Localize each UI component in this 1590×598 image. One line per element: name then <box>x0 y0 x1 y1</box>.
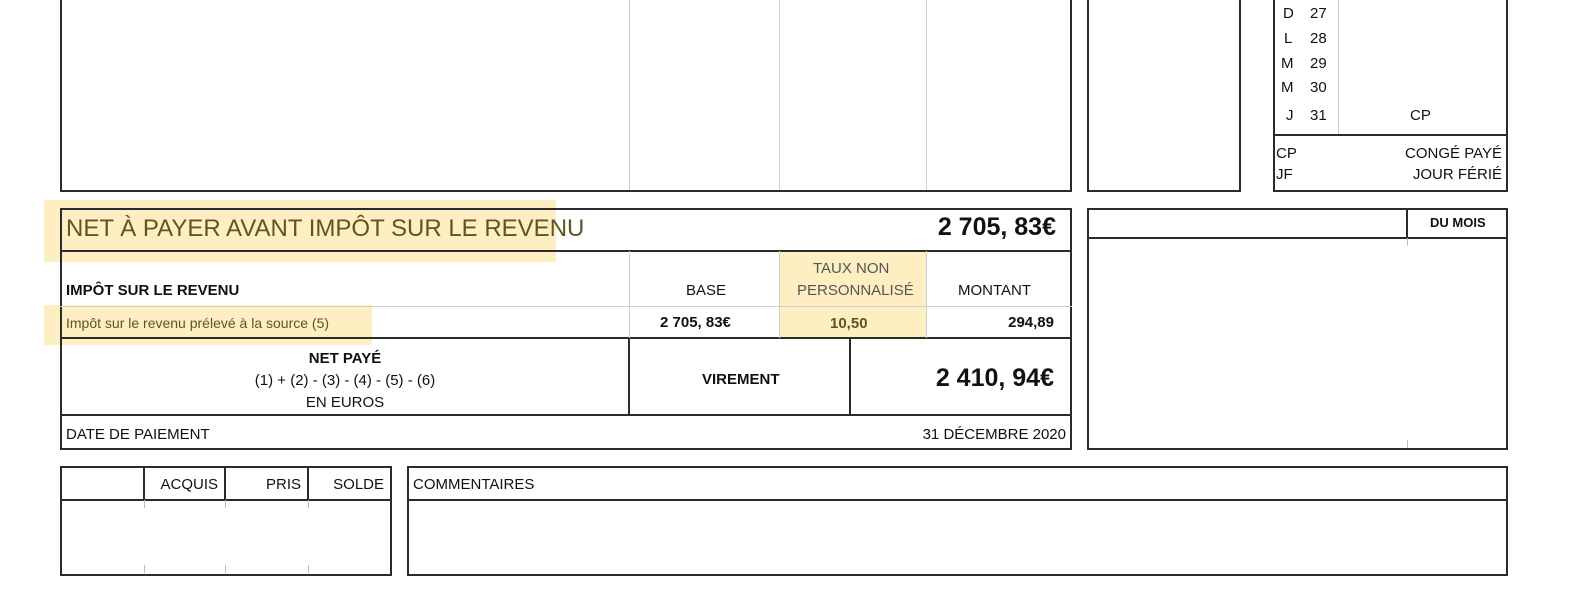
calendar-legend-separator <box>1273 134 1508 136</box>
tick-mark <box>144 565 145 573</box>
row-separator <box>60 306 1072 307</box>
day-letter: D <box>1283 5 1294 22</box>
column-divider <box>628 338 630 415</box>
day-letter: M <box>1281 55 1294 72</box>
row-separator <box>60 499 392 501</box>
net-paye-amount: 2 410, 94€ <box>935 364 1054 392</box>
row-separator <box>1087 237 1508 239</box>
legend-code: JF <box>1276 166 1293 183</box>
day-letter: M <box>1281 79 1294 96</box>
column-divider <box>779 0 780 190</box>
col-base-header: BASE <box>686 282 727 299</box>
tick-mark <box>1407 440 1408 448</box>
column-divider <box>926 0 927 190</box>
net-paye-currency: EN EUROS <box>305 394 385 411</box>
lines-side-box <box>1087 0 1241 192</box>
col-montant-header: MONTANT <box>958 282 1032 299</box>
day-code: CP <box>1410 107 1431 124</box>
net-paye-formula: (1) + (2) - (3) - (4) - (5) - (6) <box>254 372 436 389</box>
legend-code: CP <box>1276 145 1297 162</box>
day-number: 27 <box>1310 5 1327 22</box>
row-separator <box>60 337 1072 339</box>
column-divider <box>849 338 851 415</box>
impot-row-taux: 10,50 <box>830 315 868 332</box>
calendar-divider <box>1338 0 1339 135</box>
calendar-box <box>1273 0 1508 192</box>
column-divider <box>143 466 145 500</box>
payment-method: VIREMENT <box>702 371 780 388</box>
row-separator <box>60 250 1072 252</box>
tick-mark <box>225 500 226 508</box>
tick-mark <box>308 565 309 573</box>
payment-date-label: DATE DE PAIEMENT <box>66 426 210 443</box>
du-mois-header: DU MOIS <box>1430 215 1486 230</box>
tick-mark <box>1407 238 1408 246</box>
column-divider <box>629 0 630 190</box>
net-paye-title: NET PAYÉ <box>308 350 382 367</box>
column-divider <box>926 251 927 338</box>
conges-solde-header: SOLDE <box>333 476 384 493</box>
row-separator <box>60 414 1072 416</box>
column-divider <box>1406 208 1408 238</box>
col-taux-header: TAUX NON <box>813 260 890 277</box>
day-number: 30 <box>1310 79 1327 96</box>
impot-header: IMPÔT SUR LE REVENU <box>66 282 240 299</box>
impot-row-base: 2 705, 83€ <box>660 314 731 331</box>
tick-mark <box>144 500 145 508</box>
conges-pris-header: PRIS <box>265 476 301 493</box>
conges-acquis-header: ACQUIS <box>160 476 218 493</box>
day-number: 29 <box>1310 55 1327 72</box>
tick-mark <box>308 500 309 508</box>
row-separator <box>407 499 1508 501</box>
net-avant-impot-amount: 2 705, 83€ <box>937 213 1056 241</box>
day-number: 31 <box>1310 107 1327 124</box>
impot-row-label: Impôt sur le revenu prélevé à la source (5) <box>66 315 330 331</box>
commentaires-box <box>407 466 1508 576</box>
net-avant-impot-label: NET À PAYER AVANT IMPÔT SUR LE REVENU <box>66 215 585 242</box>
payment-date-value: 31 DÉCEMBRE 2020 <box>922 426 1066 443</box>
day-letter: L <box>1284 30 1293 47</box>
column-divider <box>224 466 226 500</box>
net-paye-caption <box>62 348 628 414</box>
legend-label: JOUR FÉRIÉ <box>1412 166 1502 183</box>
impot-row-montant: 294,89 <box>1008 314 1054 331</box>
column-divider <box>629 251 630 338</box>
right-summary-panel <box>1087 208 1508 450</box>
tick-mark <box>225 565 226 573</box>
day-letter: J <box>1286 107 1294 124</box>
legend-label: CONGÉ PAYÉ <box>1405 145 1502 162</box>
payslip-lines-table <box>60 0 1072 192</box>
column-divider <box>779 251 780 338</box>
column-divider <box>307 466 309 500</box>
commentaires-label: COMMENTAIRES <box>413 476 535 493</box>
col-taux-header: PERSONNALISÉ <box>797 282 914 299</box>
day-number: 28 <box>1310 30 1327 47</box>
